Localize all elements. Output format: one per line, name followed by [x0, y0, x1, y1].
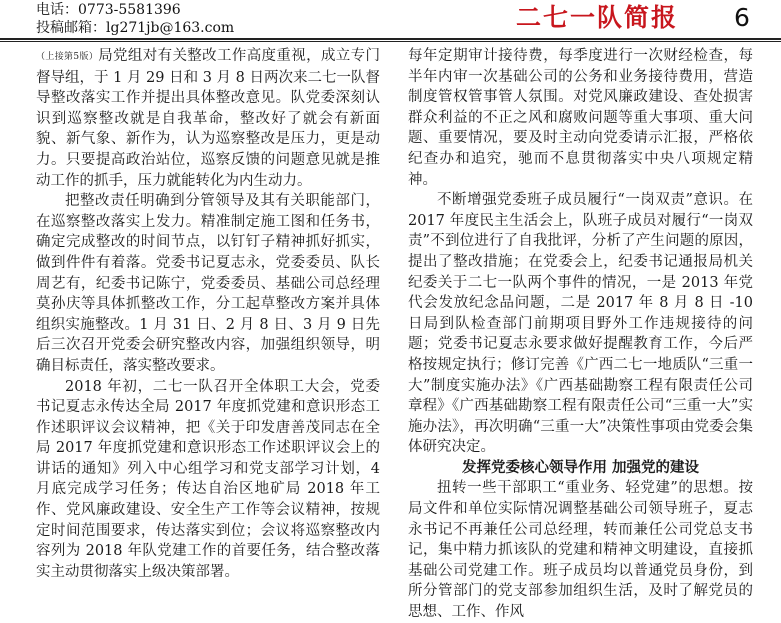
newspaper-title: 二七一队简报: [516, 3, 679, 32]
section-heading: 发挥党委核心领导作用 加强党的建设: [461, 459, 700, 476]
continuation-label: （上接第5版）: [36, 52, 99, 62]
article-paragraph: [36, 46, 380, 191]
page-number: 6: [734, 3, 750, 32]
header-rule-thin: [0, 41, 781, 42]
left-column: [36, 46, 380, 608]
article-paragraph: 每年定期审计接待费，每季度进行一次财经检查，每半年内审一次基础公司的公务和业务接待费用，营造制度管权管事管人氛围。对党风廉政建设、查处损害群众利益的不正之风和腐败问题等重大事项、重大问题、重要情况，要及时主动向党委请示汇报，严格依纪查办和追究，驰而不息贯彻落实中央八项规定精神。: [408, 48, 753, 188]
paragraph-text: 局党组对有关整改工作高度重视，成立专门督导组，于 1 月 29 日和 3 月 8 日两次来二七一队督导整改落实工作并提出具体整改意见。队党委深刻认识到巡察整改就是自我革命，整改好了就会有新面貌、新气象、新作为，认为巡察整改是压力，更是动力。只要提高政治站位，巡察反馈的问题意见就是推动工作的抓手，压力就能转化为内生动力。: [36, 48, 380, 189]
email-line: 投稿邮箱：lg271jb@163.com: [36, 20, 235, 36]
article-paragraph: 扭转一些干部职工“重业务、轻党建”的思想。按局文件和单位实际情况调整基础公司领导班子，夏志永书记不再兼任公司总经理，转而兼任公司党总支书记，集中精力抓该队的党建和精神文明建设，直接抓基础公司党建工作。班子成员均以普通党员身份，到所分管部门的党支部参加组织生活，及时了解党员的思想、工作、作风: [408, 480, 753, 621]
phone-line: 电话：0773-5581396: [36, 2, 181, 18]
masthead: [0, 0, 781, 40]
header-rule: [0, 38, 781, 40]
article-paragraph: 把整改责任明确到分管领导及其有关职能部门，在巡察整改落实上发力。精准制定施工图和任务书，确定完成整改的时间节点，以钉钉子精神抓好抓实，做到件件有着落。党委书记夏志永，党委委员、队长周艺有，纪委书记陈宁，党委委员、基础公司总经理莫孙庆等具体抓整改工作，分工起草整改方案并具体组织实施整改。1 月 31 日、2 月 8 日、3 月 9 日先后三次召开党委会研究整改内容，加强组织领导，明确目标责任，落实整改要求。: [36, 193, 380, 374]
article-paragraph: 2018 年初，二七一队召开全体职工大会，党委书记夏志永传达全局 2017 年度抓党建和意识形态工作述职评议会议精神，把《关于印发唐善茂同志在全局 2017 年度抓党建和意识形态工作述职评议会上的讲话的通知》列入中心组学习和党支部学习计划，4 月底完成学习任务；传达自治区地矿局 2018 年工作、党风廉政建设、安全生产工作等会议精神，按规定时间范围要求，传达落实到位；会议将巡察整改内容列为 2018 年队党建工作的首要任务，结合整改落实主动贯彻落实上级决策部署。: [36, 378, 380, 580]
contact-info: [36, 1, 234, 37]
right-column: [408, 46, 753, 621]
article-paragraph: 不断增强党委班子成员履行“一岗双责”意识。在 2017 年度民主生活会上，队班子成员对履行“一岗双责”不到位进行了自我批评，分析了产生问题的原因，提出了整改措施；在党委会上，纪委书记通报局机关纪委关于二七一队两个事件的情况，一是 2013 年党代会发放纪念品问题，二是 2017 年 8 月 8 日 -10 日局到队检查部门前期项目野外工作违规接待的问题；党委书记夏志永要求做好提醒教育工作，今后严格按规定执行；修订完善《广西二七一地质队“三重一大”制度实施办法》《广西基础勘察工程有限责任公司章程》《广西基础勘察工程有限责任公司“三重一大”实施办法》，再次明确“三重一大”决策性事项由党委会集体研究决定。: [408, 192, 753, 456]
